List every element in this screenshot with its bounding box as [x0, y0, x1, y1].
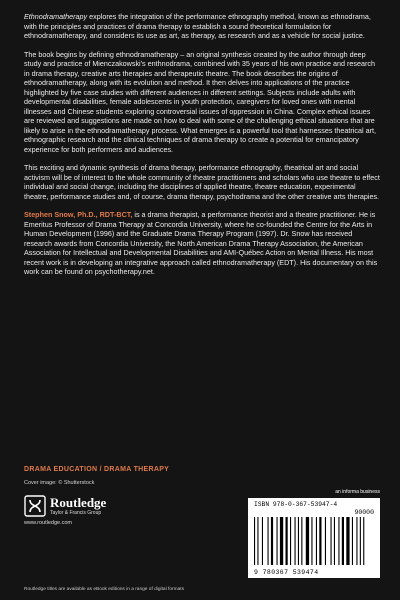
blurb-description: The book begins by defining ethnodramatherapy – an original synthesis created by the author through deep study and practice of Mienczakowski's enthnodrama, combined with 35 years of his own practice and research in drama therapy, creative arts therapies and therapeutic theatre. The book describes the origins of ethnodramatherapy, along with its evolution and method. It then delves into applications of the practice highlighted by five case studies with different audiences in different settings. Subjects include adults with developmental disabilities, female adolescents in youth protection, caregivers for loved ones with mental illnesses and Chinese students exploring controversial issues of oppression in China. Complex ethical issues are reviewed and suggestions are made on how to deal with some of the challenging ethical situations that are likely to arise in the ethnodramatherapy process. What emerges is a powerful tool that harnesses theatrical art, ethnographic research and the clinical techniques of drama therapy to create a potential for emancipatory experience for both performers and audiences. — [24, 49, 376, 154]
barcode-bar — [346, 517, 349, 565]
informa-label: an informa business — [335, 489, 380, 495]
barcode-bar — [331, 517, 332, 565]
author-bio-text: is a drama therapist, a performance theorist and a theatre practitioner. He is Emeritus Professor of Drama Therapy at Concordia University, where he co-founded the Centre for the Arts in Human Development (1996) and the Graduate Drama Therapy Program (1997). Dr. Snow has received research awards from Concordia University, the North American Drama Therapy Association, the American Association for Intellectual and Developmental Disabilities and AMI-Québec Action on Mental Illness. His most recent work is in developing an integrative approach called ethnodramatherapy (EDT). His documentary on this work can be found on psychotherapy.net. — [24, 210, 378, 276]
barcode-bar — [268, 517, 269, 565]
barcode-panel — [248, 498, 380, 578]
series-label: DRAMA EDUCATION / DRAMA THERAPY — [24, 466, 170, 473]
barcode-bar — [319, 517, 321, 565]
blurb-audience: This exciting and dynamic synthesis of drama therapy, performance ethnography, theatrical art and social activism will be of interest to the whole community of theatre practitioners and scholars who use theatre to effect individual and social change, including the disciplines of applied theatre, theatre education, experimental theatre, performance studies and, of course, drama therapy, psychodrama and the other creative arts therapies. — [24, 163, 380, 201]
barcode-bar — [295, 517, 296, 565]
barcode-bar — [277, 517, 278, 565]
barcode-bar — [254, 517, 255, 565]
barcode-bar — [306, 517, 309, 565]
barcode-block — [248, 489, 380, 584]
barcode-bar — [363, 517, 364, 565]
back-cover-text — [24, 12, 380, 286]
author-name: Stephen Snow, Ph.D., RDT-BCT, — [24, 210, 133, 219]
barcode-bar — [257, 517, 258, 565]
barcode-bar — [325, 517, 326, 565]
publisher-url[interactable]: www.routledge.com — [24, 520, 72, 526]
barcode-bar — [311, 517, 312, 565]
blurb-intro — [24, 12, 380, 41]
footer-note: Routledge titles are available as eBook editions in a range of digital formats — [24, 587, 184, 592]
barcode-bar — [262, 517, 263, 565]
routledge-logo-icon — [24, 495, 46, 517]
barcode-bar — [280, 517, 283, 565]
cover-credit: Cover image: © Shutterstock — [24, 480, 95, 486]
barcode-bar — [338, 517, 339, 565]
barcode-bar — [356, 517, 357, 565]
barcode-bar — [271, 517, 273, 565]
barcode-bar — [352, 517, 353, 565]
isbn-label: ISBN 978-0-367-53947-4 — [254, 501, 338, 508]
price-code: 90000 — [354, 509, 374, 516]
barcode-bar — [342, 517, 344, 565]
publisher-block — [24, 495, 164, 526]
publisher-logo — [24, 495, 164, 517]
barcode-bar — [290, 517, 291, 565]
barcode-bar — [301, 517, 302, 565]
barcode-bar — [298, 517, 299, 565]
barcode-bar — [360, 517, 361, 565]
publisher-name: Routledge — [50, 495, 107, 510]
book-title: Ethnodramatherapy — [24, 12, 88, 21]
barcode-bar — [286, 517, 288, 565]
barcode-bar — [316, 517, 317, 565]
barcode-bar — [334, 517, 335, 565]
publisher-group: Taylor & Francis Group — [50, 510, 102, 516]
barcode-bars — [254, 517, 374, 565]
barcode-digits: 9 780367 539474 — [254, 569, 319, 576]
blurb-intro-text: explores the integration of the performance ethnography method, known as ethnodrama, with the principles and practices of drama therapy to establish a sound theoretical formulation for ethnodramatherapy, and considers its use as art, as therapy, as research and as a vehicle for social justice. — [24, 12, 371, 40]
author-bio — [24, 210, 380, 277]
